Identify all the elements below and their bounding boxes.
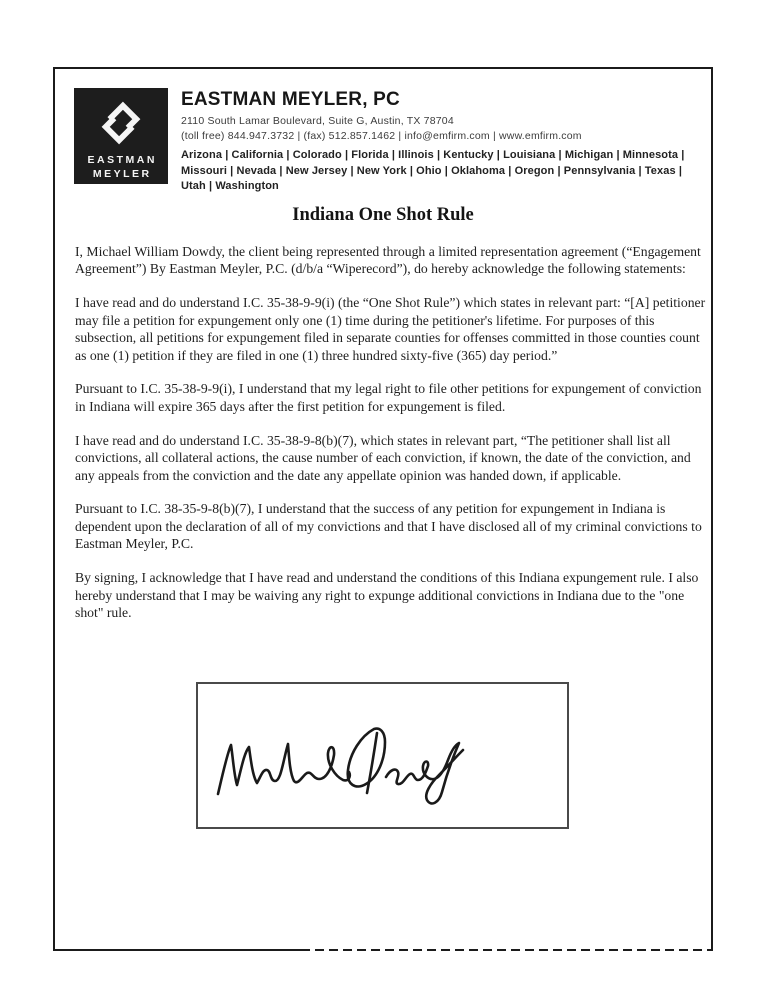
paragraph-365-day-expiry: Pursuant to I.C. 35-38-9-9(i), I understand that my legal right to file other petitions for expungement of conviction in Indiana will expire 365 days after the first petition for expungement is filed. — [75, 381, 702, 414]
document-title: Indiana One Shot Rule — [292, 205, 474, 225]
paragraph-signing-acknowledgement: By signing, I acknowledge that I have read and understand the conditions of this Indiana expungement rule. I also hereby understand that I may be waiving any right to expunge additional convictions in Indiana due to the "one shot" rule. — [75, 570, 699, 620]
letterhead — [74, 88, 716, 195]
logo-wordmark-line2: MEYLER — [92, 168, 152, 180]
licensed-states-list: Arizona | California | Colorado | Florida | Illinois | Kentucky | Louisiana | Michigan | Minnesota | Missouri | Nevada | New Jersey | New York | Ohio | Oklahoma | Oregon | Pennsylvania | Texas | Utah | Washington — [181, 149, 685, 192]
logo-wordmark — [85, 153, 157, 181]
company-name: EASTMAN MEYLER, PC — [181, 89, 400, 110]
company-address: 2110 South Lamar Boulevard, Suite G, Austin, TX 78704 — [181, 115, 454, 127]
paragraph-disclosure-of-convictions: Pursuant to I.C. 38-35-9-8(b)(7), I understand that the success of any petition for expungement in Indiana is dependent upon the declaration of all of my convictions and that I have disclosed all of my criminal convictions to Eastman Meyler, P.C. — [75, 501, 702, 552]
company-logo — [74, 88, 168, 184]
letterhead-text-block — [181, 88, 716, 195]
scan-artifact-dashed-border — [310, 949, 713, 951]
signature-handwriting — [198, 684, 567, 827]
signature-box — [196, 682, 569, 829]
company-contact-line: (toll free) 844.947.3732 | (fax) 512.857.1462 | info@emfirm.com | www.emfirm.com — [181, 130, 582, 142]
paragraph-one-shot-rule-text: I have read and do understand I.C. 35-38-9-9(i) (the “One Shot Rule”) which states in relevant part: “[A] petitioner may file a petition for expungement only one (1) time during the petitioner's lifetime. For purposes of this subsection, all petitions for expungement filed in separate counties for offenses committed in those counties count as one (1) petition if they are filed in one (1) three hundred sixty-five (365) day period.” — [75, 295, 706, 363]
logo-wordmark-line1: EASTMAN — [87, 154, 157, 166]
paragraph-client-acknowledgement: I, Michael William Dowdy, the client being represented through a limited representation agreement (“Engagement Agreement”) By Eastman Meyler, P.C. (d/b/a “Wiperecord”), do hereby acknowledge the following statements: — [75, 244, 701, 277]
document-body — [75, 243, 707, 638]
interlocked-diamonds-monogram-icon — [98, 100, 144, 146]
paragraph-list-convictions-statute: I have read and do understand I.C. 35-38-9-8(b)(7), which states in relevant part, “The petitioner shall list all convictions, all collateral actions, the cause number of each conviction, if known, the date of the conviction, and any appeals from the conviction and the date any appellate opinion was handed down, if applicable. — [75, 432, 691, 483]
document-page — [53, 67, 713, 951]
